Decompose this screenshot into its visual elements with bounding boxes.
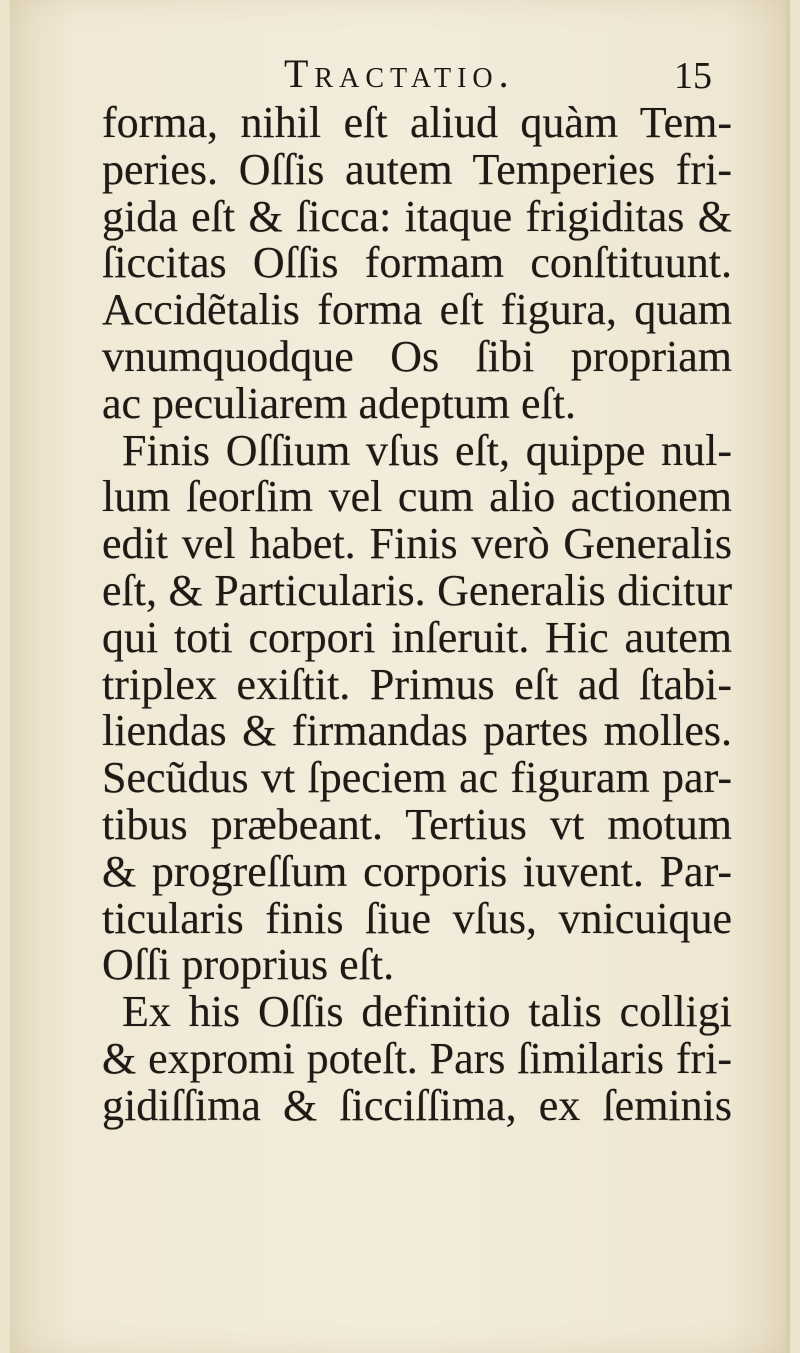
text-line: & expromi poteſt. Pars ſimilaris fri- (102, 1033, 732, 1083)
text-line: tibus præbeant. Tertius vt motum (102, 799, 732, 849)
text-line: triplex exiſtit. Primus eſt ad ſtabi- (102, 659, 732, 709)
text-line: gidiſſima & ſicciſſima, ex ſeminis (102, 1080, 732, 1130)
text-line: & progreſſum corporis iuvent. Par- (102, 846, 732, 896)
text-line: Secũdus vt ſpeciem ac figuram par- (102, 753, 732, 803)
running-title: Tractatio. (284, 51, 515, 96)
book-page (10, 0, 790, 1353)
text-line: peries. Oſſis autem Temperies fri- (102, 144, 732, 194)
page-number: 15 (674, 55, 712, 97)
text-line: vnumquodque Os ſibi propriam (102, 331, 732, 381)
text-line: Ex his Oſſis definitio talis colligi (122, 987, 732, 1037)
text-line: Accidẽtalis forma eſt figura, quam (102, 285, 732, 335)
text-line: ſiccitas Oſſis formam conſtituunt. (102, 238, 732, 288)
text-line: eſt, & Particularis. Generalis dicitur (102, 565, 732, 615)
text-line: edit vel habet. Finis verò Generalis (102, 519, 732, 569)
text-line: Oſſi proprius eſt. (102, 940, 395, 990)
text-line: qui toti corpori inſeruit. Hic autem (102, 612, 732, 662)
text-line: forma, nihil eſt aliud quàm Tem- (102, 98, 732, 147)
text-line: ticularis finis ſiue vſus, vnicuique (102, 893, 732, 943)
text-line: ac peculiarem adeptum eſt. (102, 378, 576, 428)
text-line: lum ſeorſim vel cum alio actionem (102, 472, 732, 522)
text-block (102, 100, 732, 1130)
text-line: gida eſt & ſicca: itaque frigiditas & (102, 191, 732, 241)
page-header (10, 50, 790, 100)
text-line: liendas & firmandas partes molles. (102, 706, 732, 756)
text-line: Finis Oſſium vſus eſt, quippe nul- (122, 425, 732, 475)
